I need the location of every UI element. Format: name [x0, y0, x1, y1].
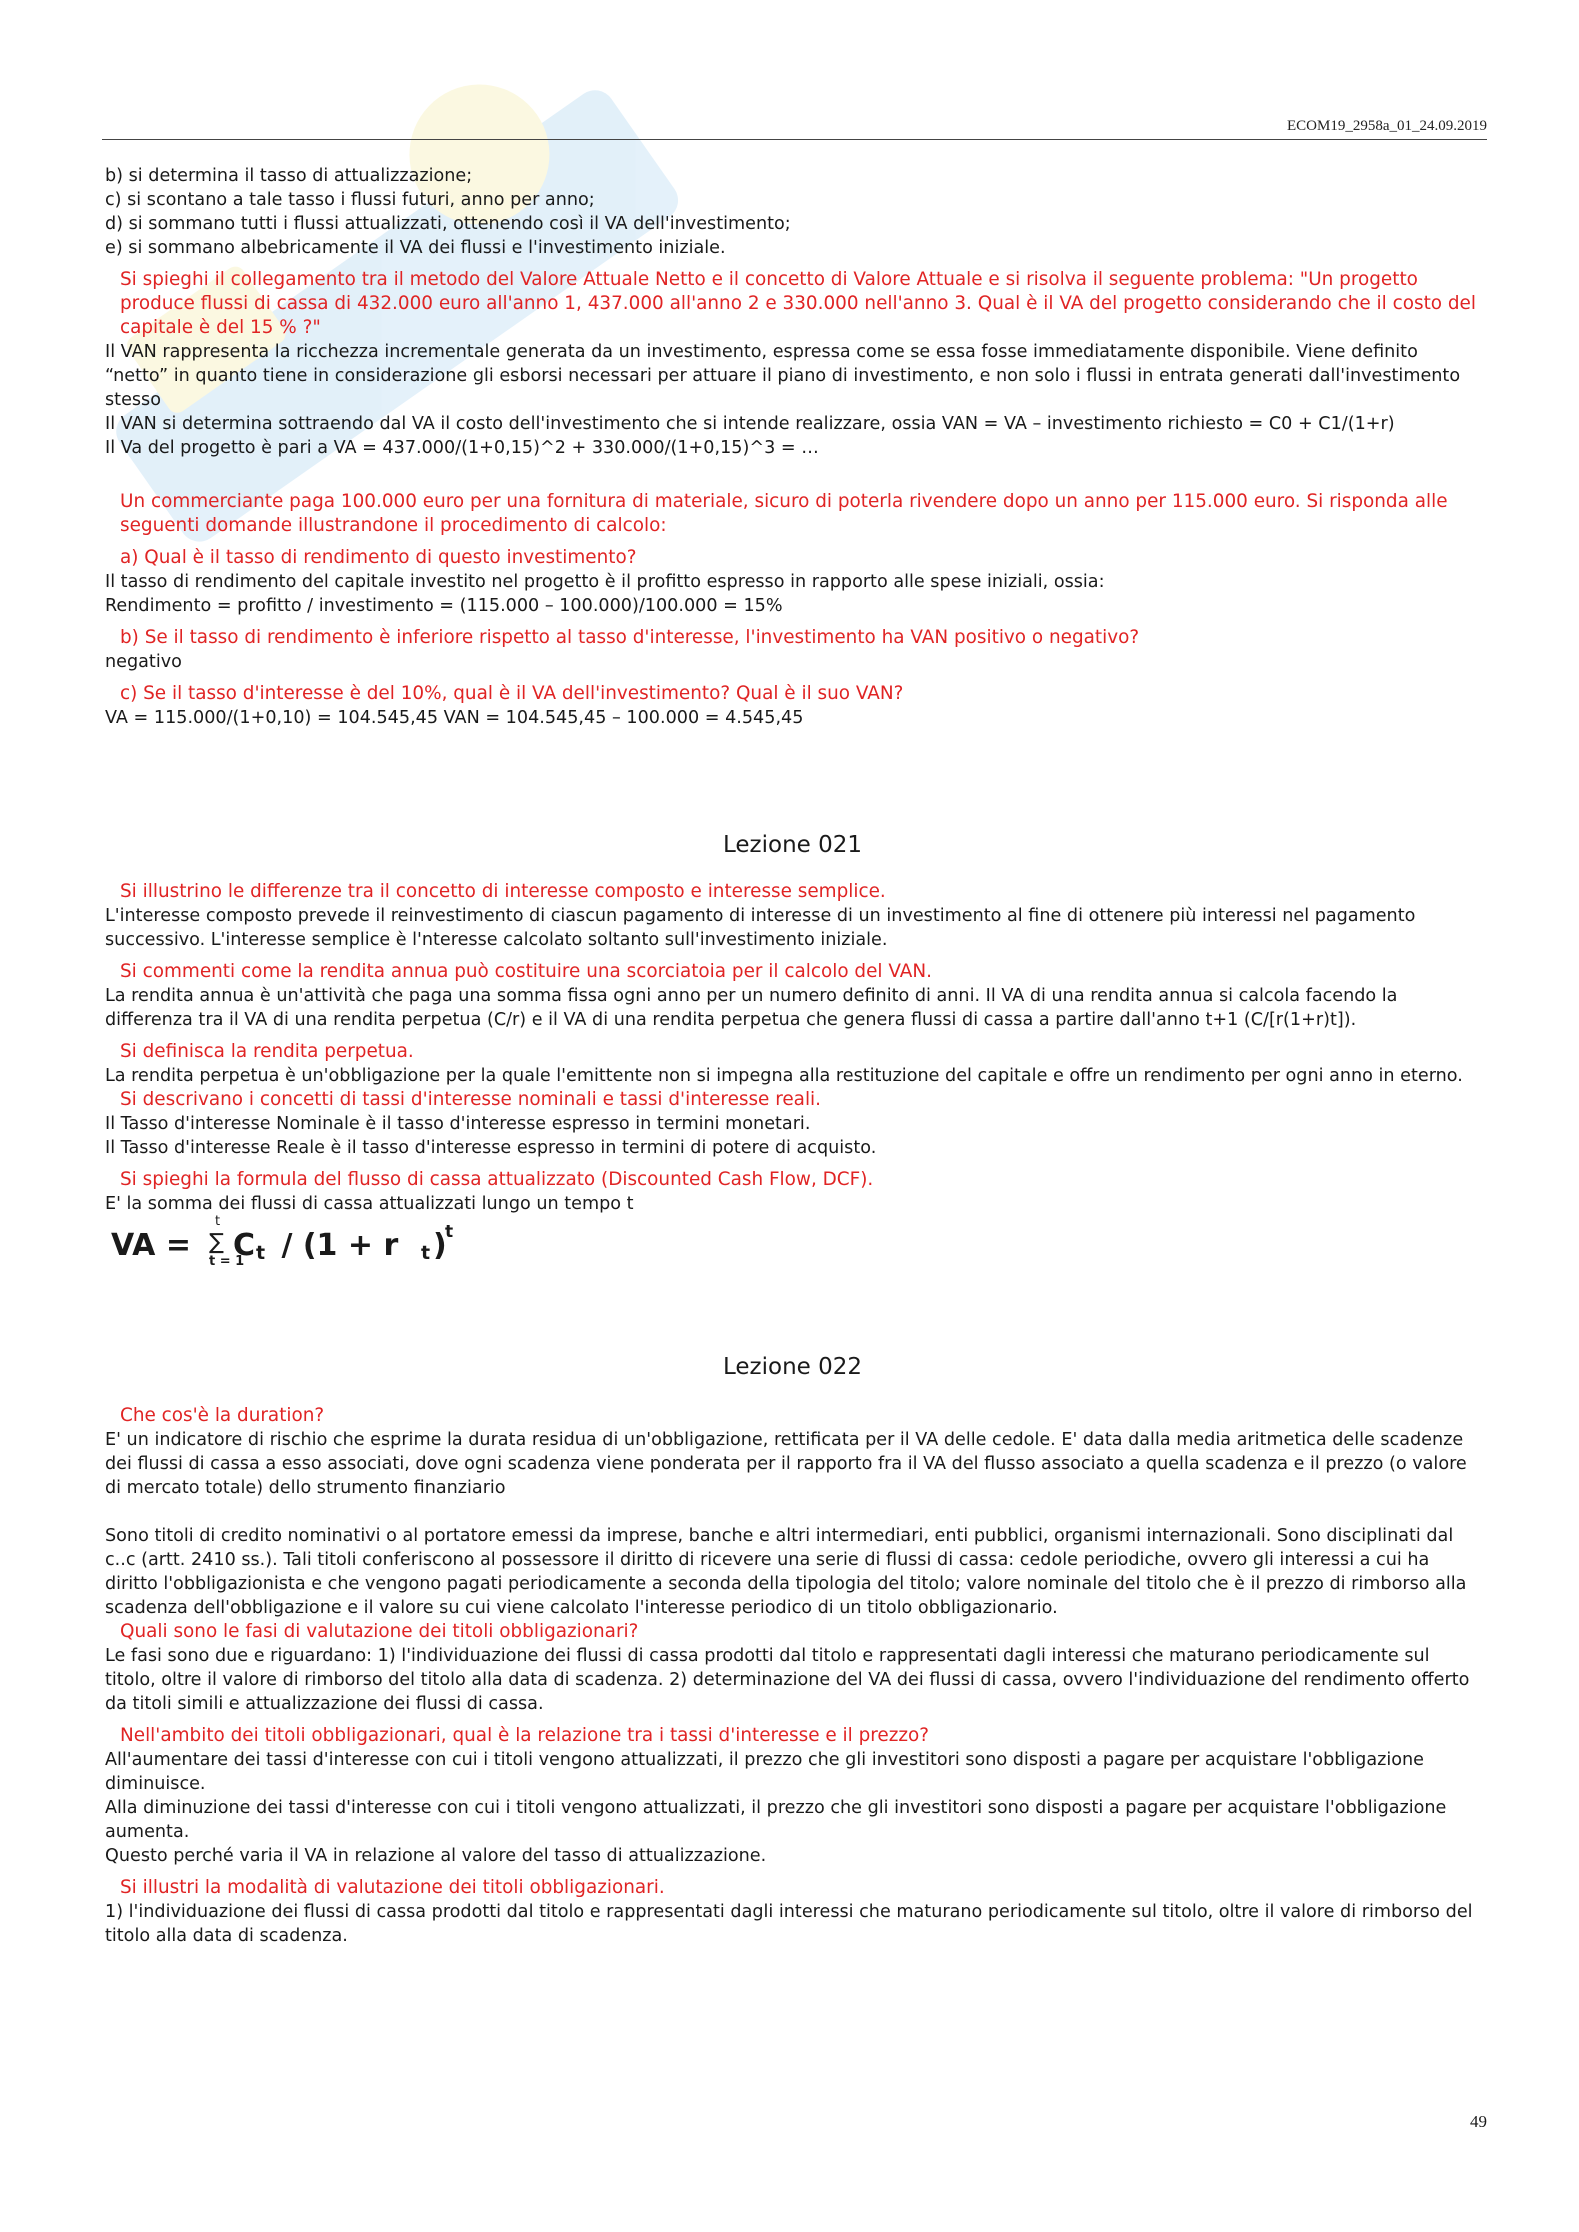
formula-sub-2: t: [421, 1242, 431, 1264]
question-fasi: Quali sono le fasi di valutazione dei titoli obbligazionari?: [120, 1621, 639, 1642]
question-duration: Che cos'è la duration?: [120, 1405, 325, 1426]
formula-lhs: VA =: [111, 1228, 191, 1263]
answer-dcf: E' la somma dei flussi di cassa attualizzati lungo un tempo t: [105, 1194, 634, 1214]
question-tassi: Si descrivano i concetti di tassi d'interesse nominali e tassi d'interesse reali.: [120, 1089, 822, 1110]
formula-cash-flow: C: [233, 1228, 256, 1263]
answer-van-2: Il VAN si determina sottraendo dal VA il costo dell'investimento che si intende realizzare, ossia VAN = VA – investimento richiesto = C0 + C1/(1+r): [105, 414, 1395, 434]
section-title-022: Lezione 022: [722, 1354, 863, 1380]
answer-rendita-perpetua: La rendita perpetua è un'obbligazione per la quale l'emittente non si impegna alla restituzione del capitale e offre un rendimento per ogni anno in eterno.: [105, 1066, 1463, 1086]
question-valutazione: Si illustri la modalità di valutazione dei titoli obbligazionari.: [120, 1877, 665, 1898]
answer-valutazione: 1) l'individuazione dei flussi di cassa prodotti dal titolo e rappresentati dagli interessi che maturano periodicamente sul titolo, oltre il valore di rimborso del titolo alla data di scadenza.: [105, 1902, 1473, 1946]
answer-interesse: L'interesse composto prevede il reinvestimento di ciascun pagamento di interesse di un investimento al fine di ottenere più interessi nel pagamento successivo. L'interesse semplice è l'nteresse calcolato soltanto sull'investimento iniziale.: [105, 906, 1416, 950]
question-rendita-perpetua: Si definisca la rendita perpetua.: [120, 1041, 414, 1062]
question-relazione: Nell'ambito dei titoli obbligazionari, qual è la relazione tra i tassi d'interesse e il prezzo?: [120, 1725, 930, 1746]
question-van: Si spieghi il collegamento tra il metodo del Valore Attuale Netto e il concetto di Valore Attuale e si risolva il seguente problema: "Un progetto produce flussi di cassa di 432.000 euro all'anno 1, 437.000 all'anno 2 e 330.000 nell'anno 3. Qual è il VA del progetto considerando che il costo del capitale è del 15 % ?": [120, 269, 1476, 338]
question-rendita-annua: Si commenti come la rendita annua può costituire una scorciatoia per il calcolo del VAN.: [120, 961, 932, 982]
section-title-021: Lezione 021: [722, 832, 863, 858]
answer-fasi: Le fasi sono due e riguardano: 1) l'individuazione dei flussi di cassa prodotti dal titolo e rappresentati dagli interessi che maturano periodicamente sul titolo, oltre il valore di rimborso del titolo alla data di scadenza. 2) determinazione del VA dei flussi di cassa, ovvero l'individuazione del rendimento offerto da titoli simili e attualizzazione dei flussi di cassa.: [105, 1646, 1470, 1714]
answer-a-1: Il tasso di rendimento del capitale investito nel progetto è il profitto espresso in rapporto alle spese iniziali, ossia:: [105, 572, 1105, 592]
answer-duration: E' un indicatore di rischio che esprime la durata residua di un'obbligazione, rettificata per il VA delle cedole. E' data dalla media aritmetica delle scadenze dei flussi di cassa a esso associati, dove ogni scadenza viene ponderata per il rapporto fra il VA del flusso associato a quella scadenza e il prezzo (o valore di mercato totale) dello strumento finanziario: [105, 1430, 1467, 1498]
question-interesse: Si illustrino le differenze tra il concetto di interesse composto e interesse semplice.: [120, 881, 886, 902]
step-b: b) si determina il tasso di attualizzazione;: [105, 166, 473, 186]
step-e: e) si sommano albebricamente il VA dei flussi e l'investimento iniziale.: [105, 238, 726, 258]
formula-sum-symbol: ∑: [209, 1230, 224, 1255]
formula-close: ): [433, 1228, 447, 1263]
answer-relazione-3: Questo perché varia il VA in relazione al valore del tasso di attualizzazione.: [105, 1846, 767, 1866]
formula-exponent: t: [445, 1222, 454, 1242]
answer-rendita-annua: La rendita annua è un'attività che paga una somma fissa ogni anno per un numero definito di anni. Il VA di una rendita annua si calcola facendo la differenza tra il VA di una rendita perpetua (C/r) e il VA di una rendita perpetua che genera flussi di cassa a partire dall'anno t+1 (C/[r(1+r)t]).: [105, 986, 1398, 1030]
answer-b: negativo: [105, 652, 182, 672]
answer-van-3: Il Va del progetto è pari a VA = 437.000/(1+0,15)^2 + 330.000/(1+0,15)^3 = …: [105, 438, 819, 458]
dcf-formula: [111, 1214, 1480, 1272]
answer-relazione-2: Alla diminuzione dei tassi d'interesse con cui i titoli vengono attualizzati, il prezzo che gli investitori sono disposti a pagare per acquistare l'obbligazione aumenta.: [105, 1798, 1447, 1842]
page-content: [105, 164, 1480, 1948]
header-rule: [102, 139, 1487, 140]
page-number: 49: [1470, 2112, 1487, 2131]
document-id: ECOM19_2958a_01_24.09.2019: [1287, 118, 1487, 134]
answer-tassi-1: Il Tasso d'interesse Nominale è il tasso d'interesse espresso in termini monetari.: [105, 1114, 811, 1134]
question-a: a) Qual è il tasso di rendimento di questo investimento?: [120, 547, 637, 568]
question-c: c) Se il tasso d'interesse è del 10%, qual è il VA dell'investimento? Qual è il suo VAN?: [120, 683, 904, 704]
question-dcf: Si spieghi la formula del flusso di cassa attualizzato (Discounted Cash Flow, DCF).: [120, 1169, 874, 1190]
answer-a-2: Rendimento = profitto / investimento = (115.000 – 100.000)/100.000 = 15%: [105, 596, 783, 616]
answer-c: VA = 115.000/(1+0,10) = 104.545,45 VAN = 104.545,45 – 100.000 = 4.545,45: [105, 708, 804, 728]
step-c: c) si scontano a tale tasso i flussi futuri, anno per anno;: [105, 190, 595, 210]
answer-tassi-2: Il Tasso d'interesse Reale è il tasso d'interesse espresso in termini di potere di acquisto.: [105, 1138, 877, 1158]
formula-upper-limit: t: [215, 1214, 221, 1229]
question-commerciante: Un commerciante paga 100.000 euro per una fornitura di materiale, sicuro di poterla rivendere dopo un anno per 115.000 euro. Si risponda alle seguenti domande illustrandone il procedimento di calcolo:: [120, 491, 1448, 536]
question-b: b) Se il tasso di rendimento è inferiore rispetto al tasso d'interesse, l'investimento ha VAN positivo o negativo?: [120, 627, 1140, 648]
formula-lower-limit: t = 1: [209, 1254, 245, 1269]
formula-denominator: / (1 + r: [271, 1228, 399, 1263]
answer-titoli-credito: Sono titoli di credito nominativi o al portatore emessi da imprese, banche e altri intermediari, enti pubblici, organismi internazionali. Sono disciplinati dal c..c (artt. 2410 ss.). Tali titoli conferiscono al possessore il diritto di ricevere una serie di flussi di cassa: cedole periodiche, ovvero gli interessi a cui ha diritto l'obbligazionista e che vengono pagati periodicamente a seconda della tipologia del titolo; valore nominale del titolo che è il prezzo di rimborso alla scadenza dell'obbligazione e il valore su cui viene calcolato l'interesse periodico di un titolo obbligazionario.: [105, 1526, 1467, 1618]
formula-sub-1: t: [256, 1242, 266, 1264]
step-d: d) si sommano tutti i flussi attualizzati, ottenendo così il VA dell'investimento;: [105, 214, 791, 234]
answer-relazione-1: All'aumentare dei tassi d'interesse con cui i titoli vengono attualizzati, il prezzo che gli investitori sono disposti a pagare per acquistare l'obbligazione diminuisce.: [105, 1750, 1424, 1794]
answer-van-1: Il VAN rappresenta la ricchezza incrementale generata da un investimento, espressa come se essa fosse immediatamente disponibile. Viene definito “netto” in quanto tiene in considerazione gli esborsi necessari per attuare il piano di investimento, e non solo i flussi in entrata generati dall'investimento stesso: [105, 342, 1461, 410]
